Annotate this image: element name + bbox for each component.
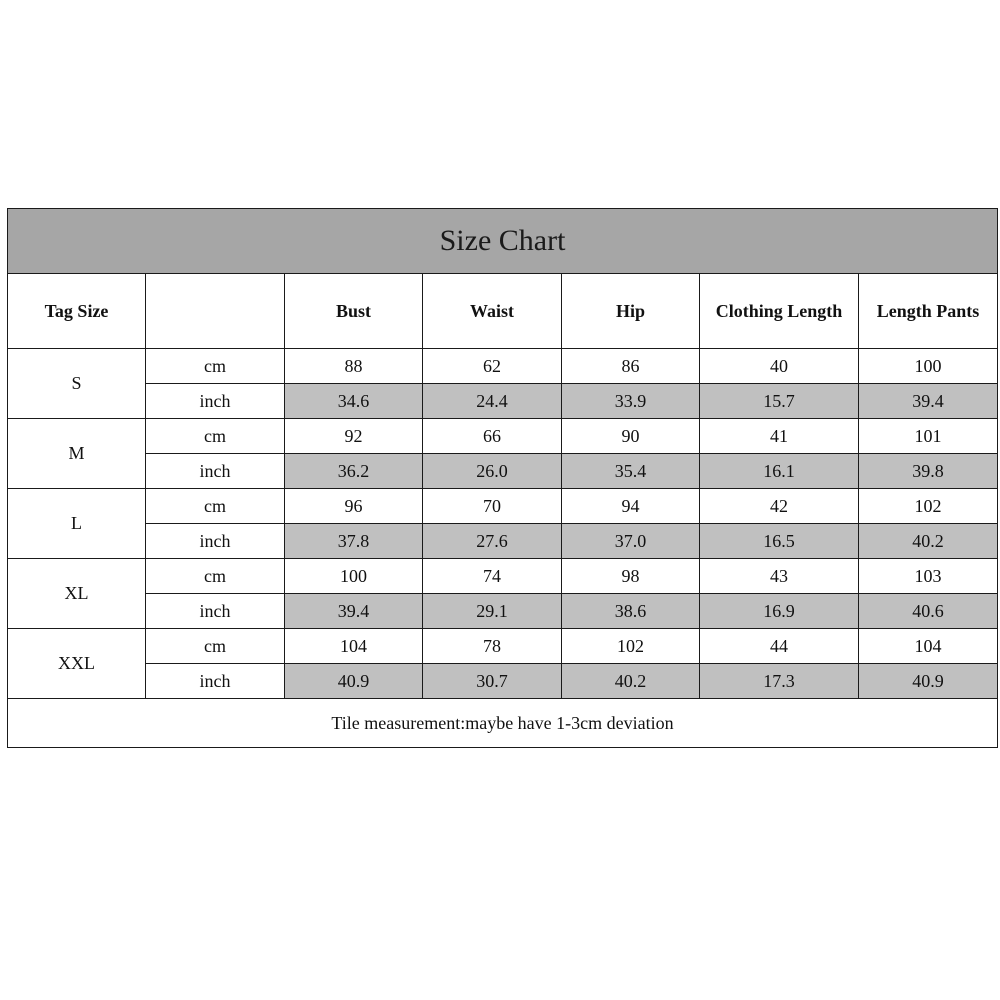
unit-label: inch xyxy=(146,384,285,419)
cell-hip: 40.2 xyxy=(562,664,700,699)
unit-label: inch xyxy=(146,664,285,699)
cell-waist: 78 xyxy=(423,629,562,664)
size-rows xyxy=(8,349,998,699)
size-tag: XL xyxy=(8,559,146,629)
unit-label: cm xyxy=(146,629,285,664)
cell-hip: 98 xyxy=(562,559,700,594)
size-row-inch xyxy=(8,384,998,419)
cell-hip: 86 xyxy=(562,349,700,384)
cell-length-pants: 103 xyxy=(859,559,998,594)
cell-waist: 27.6 xyxy=(423,524,562,559)
header-hip: Hip xyxy=(562,274,700,349)
header-row xyxy=(8,274,998,349)
cell-clothing-length: 43 xyxy=(700,559,859,594)
cell-clothing-length: 44 xyxy=(700,629,859,664)
cell-clothing-length: 41 xyxy=(700,419,859,454)
cell-bust: 36.2 xyxy=(285,454,423,489)
cell-length-pants: 39.4 xyxy=(859,384,998,419)
size-row-inch xyxy=(8,454,998,489)
unit-label: inch xyxy=(146,524,285,559)
cell-waist: 26.0 xyxy=(423,454,562,489)
cell-waist: 74 xyxy=(423,559,562,594)
size-row-inch xyxy=(8,594,998,629)
header-unit xyxy=(146,274,285,349)
cell-hip: 102 xyxy=(562,629,700,664)
cell-bust: 40.9 xyxy=(285,664,423,699)
cell-bust: 96 xyxy=(285,489,423,524)
footer-row xyxy=(8,699,998,748)
cell-length-pants: 40.6 xyxy=(859,594,998,629)
cell-hip: 37.0 xyxy=(562,524,700,559)
header-tag-size: Tag Size xyxy=(8,274,146,349)
cell-bust: 100 xyxy=(285,559,423,594)
cell-clothing-length: 17.3 xyxy=(700,664,859,699)
size-tag: L xyxy=(8,489,146,559)
cell-clothing-length: 16.1 xyxy=(700,454,859,489)
cell-waist: 66 xyxy=(423,419,562,454)
cell-clothing-length: 15.7 xyxy=(700,384,859,419)
unit-label: cm xyxy=(146,349,285,384)
unit-label: inch xyxy=(146,594,285,629)
size-tag: M xyxy=(8,419,146,489)
size-row-cm xyxy=(8,559,998,594)
cell-bust: 34.6 xyxy=(285,384,423,419)
cell-bust: 92 xyxy=(285,419,423,454)
cell-length-pants: 39.8 xyxy=(859,454,998,489)
unit-label: cm xyxy=(146,489,285,524)
size-row-cm xyxy=(8,629,998,664)
cell-bust: 37.8 xyxy=(285,524,423,559)
unit-label: cm xyxy=(146,419,285,454)
cell-waist: 30.7 xyxy=(423,664,562,699)
chart-title: Size Chart xyxy=(8,209,998,274)
size-row-cm xyxy=(8,349,998,384)
cell-hip: 94 xyxy=(562,489,700,524)
cell-bust: 104 xyxy=(285,629,423,664)
size-tag: XXL xyxy=(8,629,146,699)
cell-clothing-length: 42 xyxy=(700,489,859,524)
cell-clothing-length: 40 xyxy=(700,349,859,384)
cell-length-pants: 101 xyxy=(859,419,998,454)
header-length-pants: Length Pants xyxy=(859,274,998,349)
cell-waist: 62 xyxy=(423,349,562,384)
cell-length-pants: 102 xyxy=(859,489,998,524)
cell-bust: 88 xyxy=(285,349,423,384)
size-row-inch xyxy=(8,524,998,559)
cell-hip: 38.6 xyxy=(562,594,700,629)
cell-length-pants: 100 xyxy=(859,349,998,384)
unit-label: cm xyxy=(146,559,285,594)
cell-clothing-length: 16.5 xyxy=(700,524,859,559)
header-waist: Waist xyxy=(423,274,562,349)
size-tag: S xyxy=(8,349,146,419)
cell-length-pants: 40.9 xyxy=(859,664,998,699)
header-clothing-length: Clothing Length xyxy=(700,274,859,349)
cell-bust: 39.4 xyxy=(285,594,423,629)
size-row-cm xyxy=(8,489,998,524)
cell-waist: 70 xyxy=(423,489,562,524)
title-row xyxy=(8,209,998,274)
cell-hip: 35.4 xyxy=(562,454,700,489)
cell-hip: 90 xyxy=(562,419,700,454)
cell-length-pants: 40.2 xyxy=(859,524,998,559)
size-row-cm xyxy=(8,419,998,454)
cell-length-pants: 104 xyxy=(859,629,998,664)
header-bust: Bust xyxy=(285,274,423,349)
measurement-note: Tile measurement:maybe have 1-3cm deviation xyxy=(8,699,998,748)
cell-clothing-length: 16.9 xyxy=(700,594,859,629)
cell-waist: 24.4 xyxy=(423,384,562,419)
cell-hip: 33.9 xyxy=(562,384,700,419)
size-chart-table xyxy=(7,208,998,748)
cell-waist: 29.1 xyxy=(423,594,562,629)
unit-label: inch xyxy=(146,454,285,489)
size-row-inch xyxy=(8,664,998,699)
